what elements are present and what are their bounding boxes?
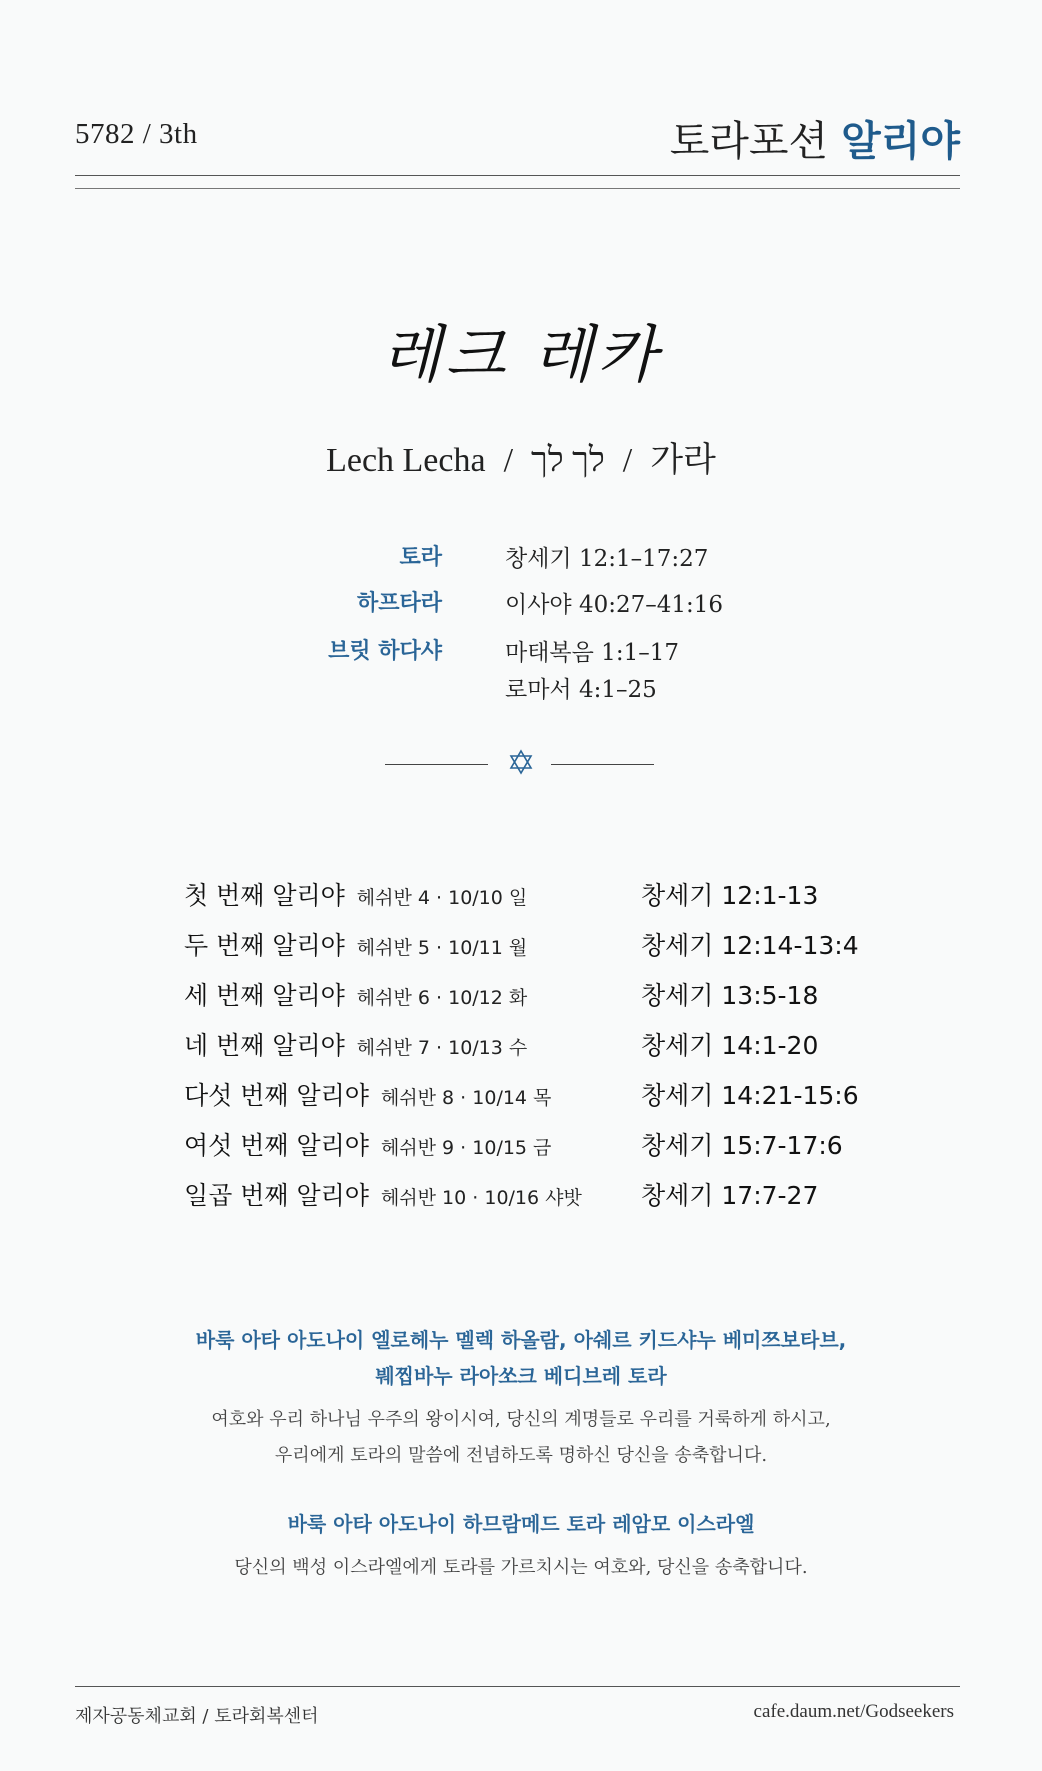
portion-name-english: Lech Lecha xyxy=(326,442,486,479)
subtitle-separator: / xyxy=(503,442,514,479)
aliyah-date: 헤쉬반 4 · 10/10 일 xyxy=(356,887,528,909)
header-rule-top xyxy=(75,175,960,176)
aliyah-name xyxy=(184,1176,582,1212)
aliyah-title: 첫 번째 알리야 xyxy=(184,881,345,910)
reading-value: 창세기 12:1–17:27 xyxy=(505,546,709,572)
aliyah-date: 헤쉬반 9 · 10/15 금 xyxy=(380,1137,552,1159)
divider-line-right xyxy=(551,764,654,765)
aliyah-date: 헤쉬반 8 · 10/14 목 xyxy=(380,1087,552,1109)
aliyah-date: 헤쉬반 5 · 10/11 월 xyxy=(356,937,528,959)
aliyah-row xyxy=(0,1026,1042,1066)
footer-rule xyxy=(75,1686,960,1687)
aliyah-reference: 창세기 14:1-20 xyxy=(641,1031,819,1060)
aliyah-title: 여섯 번째 알리야 xyxy=(184,1131,369,1160)
reading-value: 로마서 4:1–25 xyxy=(505,677,657,703)
aliyah-date: 헤쉬반 7 · 10/13 수 xyxy=(356,1037,528,1059)
aliyah-title: 다섯 번째 알리야 xyxy=(184,1081,369,1110)
aliyah-reference: 창세기 12:1-13 xyxy=(641,881,819,910)
aliyah-reference: 창세기 17:7-27 xyxy=(641,1181,819,1210)
reading-label: 토라 xyxy=(399,545,442,570)
reading-haftarah xyxy=(0,586,1042,622)
reading-value: 마태복음 1:1–17 xyxy=(505,640,679,666)
blessing-before-translation-line2: 우리에게 토라의 말씀에 전념하도록 명하신 당신을 송축합니다. xyxy=(274,1445,768,1466)
blessing-before-line2: 붸찝바누 라아쏘크 베디브레 토라 xyxy=(375,1364,667,1388)
footer-website: cafe.daum.net/Godseekers xyxy=(753,1701,954,1722)
aliyah-reference: 창세기 12:14-13:4 xyxy=(641,931,859,960)
blessing-after-translation: 당신의 백성 이스라엘에게 토라를 가르치시는 여호와, 당신을 송축합니다. xyxy=(234,1557,808,1578)
aliyah-title: 네 번째 알리야 xyxy=(184,1031,345,1060)
reading-value: 이사야 40:27–41:16 xyxy=(505,592,724,618)
aliyah-row xyxy=(0,1126,1042,1166)
aliyah-name xyxy=(184,976,527,1012)
aliyah-name xyxy=(184,876,527,912)
header-rule-bottom xyxy=(75,188,960,189)
aliyah-name xyxy=(184,926,527,962)
portion-subtitle xyxy=(0,432,1042,481)
aliyah-reference: 창세기 13:5-18 xyxy=(641,981,819,1010)
aliyah-row xyxy=(0,926,1042,966)
reading-label: 브릿 하다샤 xyxy=(328,639,442,664)
footer-organization: 제자공동체교회 / 토라회복센터 xyxy=(75,1706,319,1727)
blessing-before-line1: 바룩 아타 아도나이 엘로헤누 멜렉 하올람, 아쉐르 키드샤누 베미쯔보타브, xyxy=(195,1328,847,1352)
aliyah-row xyxy=(0,1076,1042,1116)
aliyah-name xyxy=(184,1026,527,1062)
subtitle-separator: / xyxy=(622,442,633,479)
portion-name-korean: 가라 xyxy=(650,442,716,479)
star-of-david-icon xyxy=(508,749,534,777)
aliyah-title: 두 번째 알리야 xyxy=(184,931,345,960)
reading-torah xyxy=(0,540,1042,576)
blessing-after: 바룩 아타 아도나이 하므람메드 토라 레암모 이스라엘 xyxy=(287,1512,755,1536)
series-title-accent: 알리야 xyxy=(841,117,960,165)
reading-brit-hadasha xyxy=(0,634,1042,670)
aliyah-row xyxy=(0,876,1042,916)
reading-brit-hadasha-2 xyxy=(0,671,1042,707)
portion-name-hebrew: לך לך xyxy=(531,442,605,479)
blessing-before-translation-line1: 여호와 우리 하나님 우주의 왕이시여, 당신의 계명들로 우리를 거룩하게 하시고, xyxy=(211,1409,831,1430)
aliyah-row xyxy=(0,976,1042,1016)
aliyah-row xyxy=(0,1176,1042,1216)
series-title xyxy=(670,108,960,167)
aliyah-title: 일곱 번째 알리야 xyxy=(184,1181,369,1210)
divider-line-left xyxy=(385,764,488,765)
aliyah-date: 헤쉬반 10 · 10/16 샤밧 xyxy=(380,1187,582,1209)
reading-label: 하프타라 xyxy=(356,591,442,616)
aliyah-name xyxy=(184,1076,551,1112)
series-title-prefix: 토라포션 xyxy=(669,117,829,165)
aliyah-name xyxy=(184,1126,551,1162)
aliyah-reference: 창세기 14:21-15:6 xyxy=(641,1081,859,1110)
portion-title: 레크 레카 xyxy=(381,318,661,391)
aliyah-date: 헤쉬반 6 · 10/12 화 xyxy=(356,987,528,1009)
aliyah-reference: 창세기 15:7-17:6 xyxy=(641,1131,843,1160)
aliyah-title: 세 번째 알리야 xyxy=(184,981,345,1010)
issue-number: 5782 / 3th xyxy=(75,118,198,150)
